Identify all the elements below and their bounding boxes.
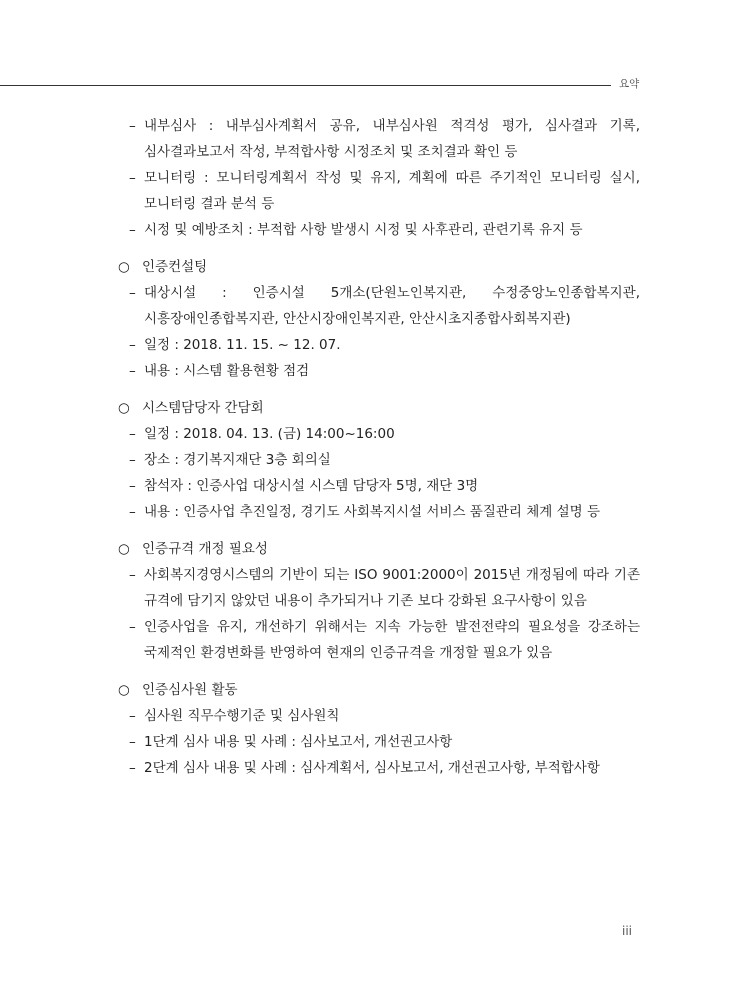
list-item (115, 703, 640, 729)
dash-bullet: – (129, 285, 136, 301)
section-certification-consulting (115, 254, 640, 384)
page-number: iii (622, 924, 633, 938)
section-title-text: 인증컨설팅 (142, 259, 208, 275)
section-title-text: 인증심사원 활동 (142, 682, 238, 698)
section-internal-audit (115, 113, 640, 243)
dash-bullet: – (129, 478, 136, 494)
dash-bullet: – (129, 734, 136, 750)
section-title (115, 254, 640, 280)
section-system-manager-meeting (115, 395, 640, 525)
section-standard-revision-need (115, 536, 640, 666)
dash-bullet: – (129, 619, 136, 635)
list-item (115, 217, 640, 243)
list-item (115, 165, 640, 217)
circle-bullet: ○ (118, 541, 130, 557)
item-text: 일정 : 2018. 11. 15. ~ 12. 07. (144, 337, 341, 353)
item-text: 내용 : 시스템 활용현황 점검 (144, 363, 310, 379)
list-item (115, 499, 640, 525)
list-item (115, 473, 640, 499)
document-body (115, 113, 640, 792)
list-item (115, 447, 640, 473)
list-item (115, 755, 640, 781)
list-item (115, 280, 640, 332)
item-text: 인증사업을 유지, 개선하기 위해서는 지속 가능한 발전전략의 필요성을 강조하는 국제적인 환경변화를 반영하여 현재의 인증규격을 개정할 필요가 있음 (144, 619, 640, 661)
item-text: 시정 및 예방조치 : 부적합 사항 발생시 시정 및 사후관리, 관련기록 유지 등 (144, 222, 583, 238)
header-rule (0, 85, 611, 86)
item-text: 모니터링 : 모니터링계획서 작성 및 유지, 계획에 따른 주기적인 모니터링 실시, 모니터링 결과 분석 등 (144, 170, 640, 212)
dash-bullet: – (129, 567, 136, 583)
section-title (115, 536, 640, 562)
section-title-text: 시스템담당자 간담회 (142, 400, 264, 416)
circle-bullet: ○ (118, 259, 130, 275)
list-item (115, 358, 640, 384)
dash-bullet: – (129, 222, 136, 238)
item-text: 1단계 심사 내용 및 사례 : 심사보고서, 개선권고사항 (144, 734, 453, 750)
item-text: 장소 : 경기복지재단 3층 회의실 (144, 452, 331, 468)
dash-bullet: – (129, 337, 136, 353)
item-text: 참석자 : 인증사업 대상시설 시스템 담당자 5명, 재단 3명 (144, 478, 479, 494)
list-item (115, 332, 640, 358)
section-title-text: 인증규격 개정 필요성 (142, 541, 268, 557)
item-text: 2단계 심사 내용 및 사례 : 심사계획서, 심사보고서, 개선권고사항, 부적합사항 (144, 760, 600, 776)
list-item (115, 113, 640, 165)
dash-bullet: – (129, 426, 136, 442)
circle-bullet: ○ (118, 400, 130, 416)
dash-bullet: – (129, 170, 136, 186)
item-text: 대상시설 : 인증시설 5개소(단원노인복지관, 수정중앙노인종합복지관, 시흥장애인종합복지관, 안산시장애인복지관, 안산시초지종합사회복지관) (144, 285, 640, 327)
list-item (115, 614, 640, 666)
dash-bullet: – (129, 118, 136, 134)
item-text: 내부심사 : 내부심사계획서 공유, 내부심사원 적격성 평가, 심사결과 기록, 심사결과보고서 작성, 부적합사항 시정조치 및 조치결과 확인 등 (144, 118, 640, 160)
list-item (115, 729, 640, 755)
dash-bullet: – (129, 708, 136, 724)
dash-bullet: – (129, 760, 136, 776)
item-text: 내용 : 인증사업 추진일정, 경기도 사회복지시설 서비스 품질관리 체계 설명 등 (144, 504, 601, 520)
section-auditor-activities (115, 677, 640, 781)
dash-bullet: – (129, 363, 136, 379)
header-label: 요약 (619, 78, 640, 90)
item-text: 일정 : 2018. 04. 13. (금) 14:00~16:00 (144, 426, 395, 442)
list-item (115, 421, 640, 447)
section-title (115, 677, 640, 703)
section-title (115, 395, 640, 421)
dash-bullet: – (129, 452, 136, 468)
item-text: 사회복지경영시스템의 기반이 되는 ISO 9001:2000이 2015년 개정됨에 따라 기존 규격에 담기지 않았던 내용이 추가되거나 기존 보다 강화된 요구사항이 있음 (144, 567, 640, 609)
dash-bullet: – (129, 504, 136, 520)
item-text: 심사원 직무수행기준 및 심사원칙 (144, 708, 340, 724)
circle-bullet: ○ (118, 682, 130, 698)
list-item (115, 562, 640, 614)
